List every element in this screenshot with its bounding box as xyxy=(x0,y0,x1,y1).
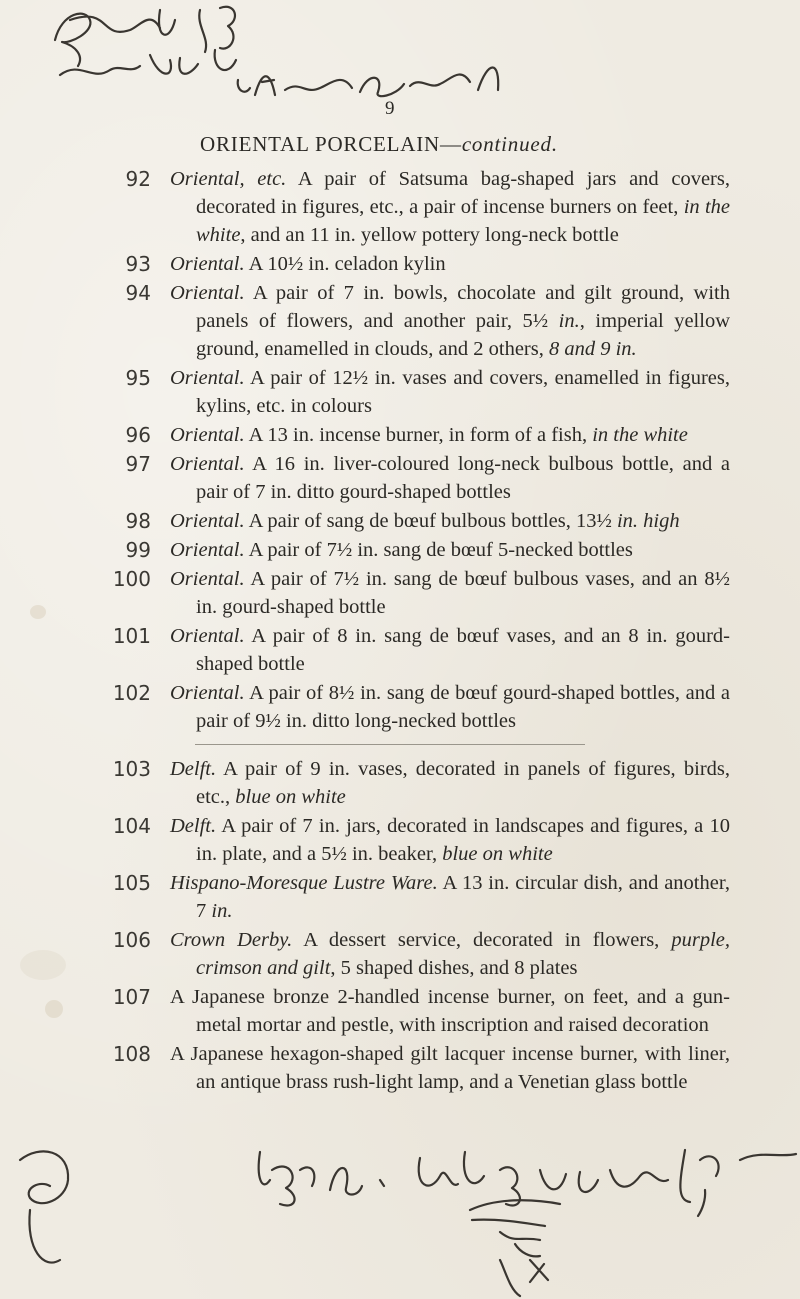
lot-entry xyxy=(0,279,800,363)
lot-entry xyxy=(0,1040,800,1096)
lot-description xyxy=(170,250,730,278)
running-title xyxy=(200,132,740,157)
lot-description-text: A 16 in. liver-coloured long-neck bulbous bottle, and a pair of 7 in. ditto gourd-shaped bottles xyxy=(196,453,730,503)
lot-description-text: , and an 11 in. yellow pottery long-neck bottle xyxy=(240,224,619,246)
lot-description-text: A 10½ in. celadon kylin xyxy=(244,253,446,275)
lot-description-body xyxy=(170,926,730,982)
page-number: 9 xyxy=(385,98,395,119)
lot-number: 101 xyxy=(112,624,151,648)
lot-description-italic: Oriental. xyxy=(170,568,245,590)
lot-description-body xyxy=(170,279,730,363)
lot-description xyxy=(170,679,730,735)
lot-description-italic: in. xyxy=(211,900,233,922)
lot-description xyxy=(170,507,730,535)
lot-description xyxy=(170,450,730,506)
lot-description-text: , 5 shaped dishes, and 8 plates xyxy=(330,957,578,979)
lot-description-italic: Delft. xyxy=(170,815,217,837)
lot-entry xyxy=(0,565,800,621)
lot-number: 100 xyxy=(112,567,151,591)
lot-description-italic: purple, crimson and gilt xyxy=(196,929,730,979)
lot-description-body xyxy=(170,983,730,1039)
lot-description-italic: in. high xyxy=(616,510,680,532)
lot-entry xyxy=(0,869,800,925)
lot-number: 98 xyxy=(125,509,151,533)
lot-description xyxy=(170,536,730,564)
lot-description-text: A pair of Satsuma bag-shaped jars and covers, decorated in figures, etc., a pair of incense burners on feet, xyxy=(196,168,730,218)
lot-description-body xyxy=(170,679,730,735)
handwritten-annotation-bottom xyxy=(0,1140,800,1299)
lot-description xyxy=(170,926,730,982)
lot-description-italic: Oriental. xyxy=(170,625,245,647)
lot-number: 104 xyxy=(112,814,151,838)
lot-description-italic: 8 and 9 in. xyxy=(548,338,637,360)
lot-description-italic: Oriental, etc. xyxy=(170,168,287,190)
lot-description-italic: blue on white xyxy=(235,786,346,808)
lot-number: 103 xyxy=(112,757,151,781)
lot-number: 97 xyxy=(125,452,151,476)
running-title-continued: continued. xyxy=(461,132,558,156)
lot-description xyxy=(170,622,730,678)
lot-description-text: A pair of 7½ in. sang de bœuf bulbous vases, and an 8½ in. gourd-shaped bottle xyxy=(196,568,730,618)
lot-group-oriental xyxy=(0,165,800,735)
lot-description-body xyxy=(170,869,730,925)
lot-description-text: A dessert service, decorated in flowers, xyxy=(292,929,672,951)
lot-description-italic: Oriental. xyxy=(170,682,245,704)
lot-description-body xyxy=(170,450,730,506)
lot-description-italic: Oriental. xyxy=(170,510,245,532)
lot-description-italic: Oriental. xyxy=(170,539,245,561)
lot-description-italic: Crown Derby. xyxy=(170,929,293,951)
lot-description-text: , imperial yellow ground, enamelled in clouds, and 2 others, xyxy=(196,310,731,360)
lot-list xyxy=(0,165,800,1097)
lot-number: 102 xyxy=(112,681,151,705)
lot-description-body xyxy=(170,812,730,868)
lot-description-body xyxy=(170,507,730,535)
lot-description-text: A Japanese hexagon-shaped gilt lacquer incense burner, with liner, an antique brass rush-light lamp, and a Venetian glass bottle xyxy=(170,1043,730,1093)
lot-description-italic: in the white xyxy=(196,196,730,246)
lot-description xyxy=(170,279,730,363)
lot-description-text: A Japanese bronze 2-handled incense burner, on feet, and a gun-metal mortar and pestle, with inscription and raised decoration xyxy=(170,986,730,1036)
lot-description-italic: Oriental. xyxy=(170,253,245,275)
lot-description xyxy=(170,755,730,811)
lot-entry xyxy=(0,536,800,564)
handwritten-annotation-top xyxy=(0,0,800,110)
lot-entry xyxy=(0,926,800,982)
lot-number: 106 xyxy=(112,928,151,952)
lot-group-miscellaneous xyxy=(0,755,800,1096)
lot-entry xyxy=(0,812,800,868)
lot-description xyxy=(170,812,730,868)
lot-number: 93 xyxy=(125,252,151,276)
lot-entry xyxy=(0,165,800,249)
lot-description-body xyxy=(170,421,730,449)
lot-entry xyxy=(0,983,800,1039)
lot-description-italic: Oriental. xyxy=(170,453,245,475)
lot-entry xyxy=(0,421,800,449)
lot-description-body xyxy=(170,536,730,564)
lot-description xyxy=(170,869,730,925)
lot-number: 96 xyxy=(125,423,151,447)
lot-description-body xyxy=(170,165,730,249)
lot-description-text: A pair of sang de bœuf bulbous bottles, 13½ xyxy=(244,510,617,532)
lot-description xyxy=(170,983,730,1039)
lot-number: 99 xyxy=(125,538,151,562)
lot-description-text: A pair of 7½ in. sang de bœuf 5-necked bottles xyxy=(244,539,633,561)
lot-description-body xyxy=(170,565,730,621)
lot-description-body xyxy=(170,250,730,278)
lot-description xyxy=(170,364,730,420)
lot-description-text: A pair of 8½ in. sang de bœuf gourd-shaped bottles, and a pair of 9½ in. ditto long-necked bottles xyxy=(196,682,730,732)
lot-description xyxy=(170,165,730,249)
lot-description-italic: in the white xyxy=(592,424,688,446)
lot-description-italic: Hispano-Moresque Lustre Ware. xyxy=(170,872,438,894)
lot-description xyxy=(170,565,730,621)
lot-description-italic: in. xyxy=(558,310,580,332)
lot-entry xyxy=(0,679,800,735)
lot-description-body xyxy=(170,1040,730,1096)
lot-number: 107 xyxy=(112,985,151,1009)
lot-entry xyxy=(0,622,800,678)
lot-description-text: A pair of 9 in. vases, decorated in panels of figures, birds, etc., xyxy=(196,758,730,808)
lot-entry xyxy=(0,250,800,278)
lot-entry xyxy=(0,755,800,811)
lot-number: 95 xyxy=(125,366,151,390)
lot-description-text: A pair of 8 in. sang de bœuf vases, and an 8 in. gourd-shaped bottle xyxy=(196,625,730,675)
lot-description-italic: Oriental. xyxy=(170,282,245,304)
lot-description-body xyxy=(170,755,730,811)
lot-number: 105 xyxy=(112,871,151,895)
lot-description-text: A pair of 12½ in. vases and covers, enamelled in figures, kylins, etc. in colours xyxy=(196,367,730,417)
lot-description-text: A 13 in. circular dish, and another, 7 xyxy=(196,872,730,922)
lot-number: 94 xyxy=(125,281,151,305)
lot-entry xyxy=(0,450,800,506)
lot-entry xyxy=(0,507,800,535)
lot-description-text: A 13 in. incense burner, in form of a fish, xyxy=(244,424,593,446)
lot-description xyxy=(170,1040,730,1096)
lot-description-italic: Oriental. xyxy=(170,424,245,446)
section-divider xyxy=(195,744,585,746)
lot-entry xyxy=(0,364,800,420)
lot-description-text: A pair of 7 in. bowls, chocolate and gilt ground, with panels of flowers, and another pair, 5½ xyxy=(196,282,730,332)
lot-description-italic: Oriental. xyxy=(170,367,245,389)
lot-description-text: A pair of 7 in. jars, decorated in landscapes and figures, a 10 in. plate, and a 5½ in. beaker, xyxy=(196,815,730,865)
lot-description-italic: Delft. xyxy=(170,758,217,780)
lot-description-italic: blue on white xyxy=(442,843,553,865)
lot-description-body xyxy=(170,364,730,420)
running-title-main: ORIENTAL PORCELAIN— xyxy=(200,132,462,156)
lot-description xyxy=(170,421,730,449)
lot-description-body xyxy=(170,622,730,678)
lot-number: 108 xyxy=(112,1042,151,1066)
lot-number: 92 xyxy=(125,167,151,191)
